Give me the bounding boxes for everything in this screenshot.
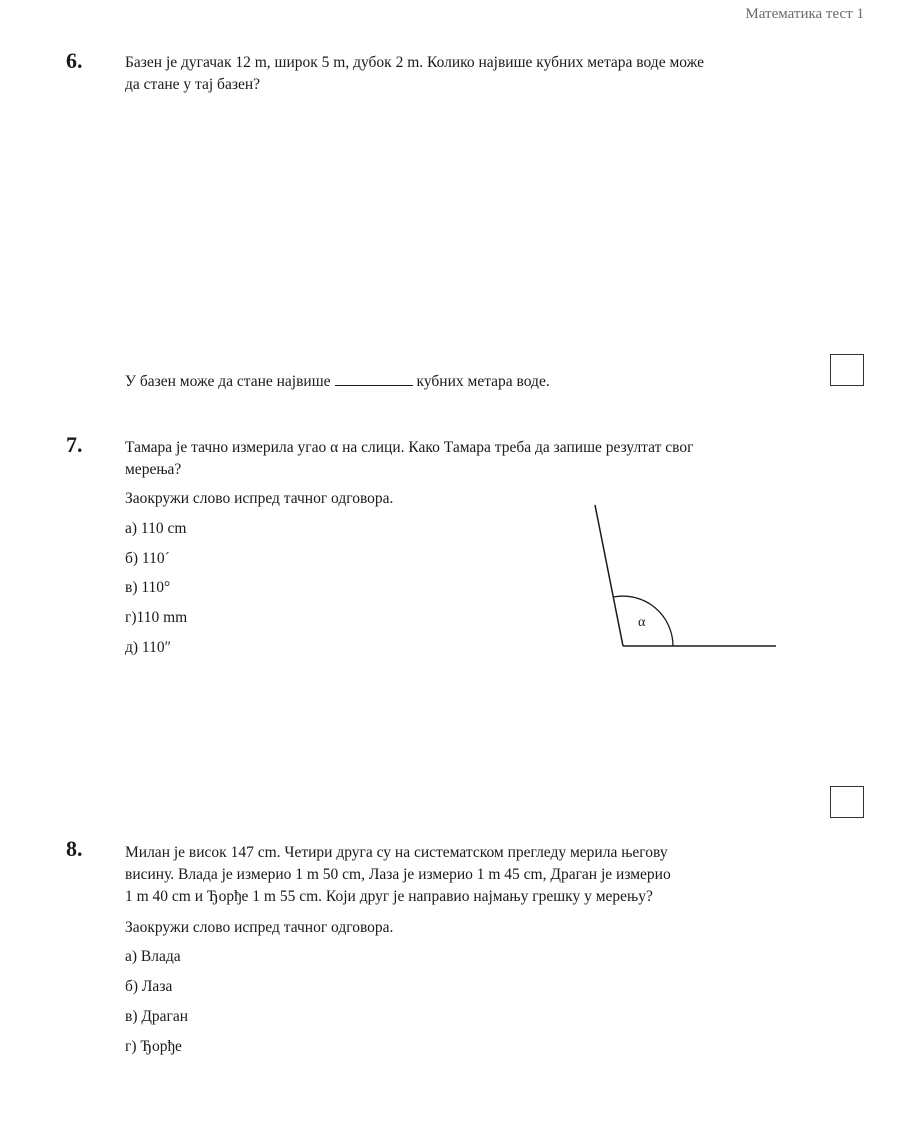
question-8-option-c[interactable]: в) Драган <box>125 1008 189 1025</box>
question-7-number: 7. <box>66 432 83 457</box>
question-6-answer-line <box>125 371 550 393</box>
question-7-option-b[interactable]: б) 110´ <box>125 550 170 567</box>
question-6-answer-blank[interactable] <box>335 385 413 386</box>
question-6-answer-suffix: кубних метара воде. <box>416 373 550 390</box>
question-8-option-d[interactable]: г) Ђорђе <box>125 1038 182 1055</box>
question-7-instruction: Заокружи слово испред тачног одговора. <box>125 490 394 507</box>
question-7-option-c[interactable]: в) 110° <box>125 579 171 596</box>
question-6-text <box>125 52 865 96</box>
question-6-text-line-1: Базен је дугачак 12 m, широк 5 m, дубок 2 m. Колико највише кубних метара воде може <box>125 54 705 71</box>
angle-figure <box>590 500 790 660</box>
question-7-text-line-1: Тамара је тачно измерила угао α на слици. Како Тамара треба да запише резултат свог <box>125 439 694 456</box>
question-8-text <box>125 842 865 908</box>
question-8-text-line-1: Милан је висок 147 cm. Четири друга су на систематском прегледу мерила његову <box>125 844 668 861</box>
angle-ray-upper <box>595 505 623 646</box>
question-8-option-a[interactable]: а) Влада <box>125 948 181 965</box>
question-6-score-box[interactable] <box>830 354 864 386</box>
question-7-option-a[interactable]: а) 110 cm <box>125 520 187 537</box>
question-6-answer-prefix: У базен може да стане највише <box>125 373 331 390</box>
question-8-instruction: Заокружи слово испред тачног одговора. <box>125 919 394 936</box>
question-7-score-box[interactable] <box>830 786 864 818</box>
question-7-option-e[interactable]: д) 110″ <box>125 639 172 656</box>
question-8-text-line-3: 1 m 40 cm и Ђорђе 1 m 55 cm. Који друг је направио најмању грешку у мерењу? <box>125 888 653 905</box>
question-8-text-line-2: висину. Влада је измерио 1 m 50 cm, Лаза је измерио 1 m 45 cm, Драган је измерио <box>125 866 671 883</box>
question-7-text <box>125 437 865 481</box>
question-7-text-line-2: мерења? <box>125 461 182 478</box>
page-header-title: Математика тест 1 <box>745 6 864 22</box>
question-7-option-d[interactable]: г)110 mm <box>125 609 188 626</box>
question-8-number: 8. <box>66 836 83 861</box>
question-8-option-b[interactable]: б) Лаза <box>125 978 173 995</box>
question-6-text-line-2: да стане у тај базен? <box>125 76 261 93</box>
question-6-number: 6. <box>66 48 83 73</box>
angle-label: α <box>638 615 646 630</box>
